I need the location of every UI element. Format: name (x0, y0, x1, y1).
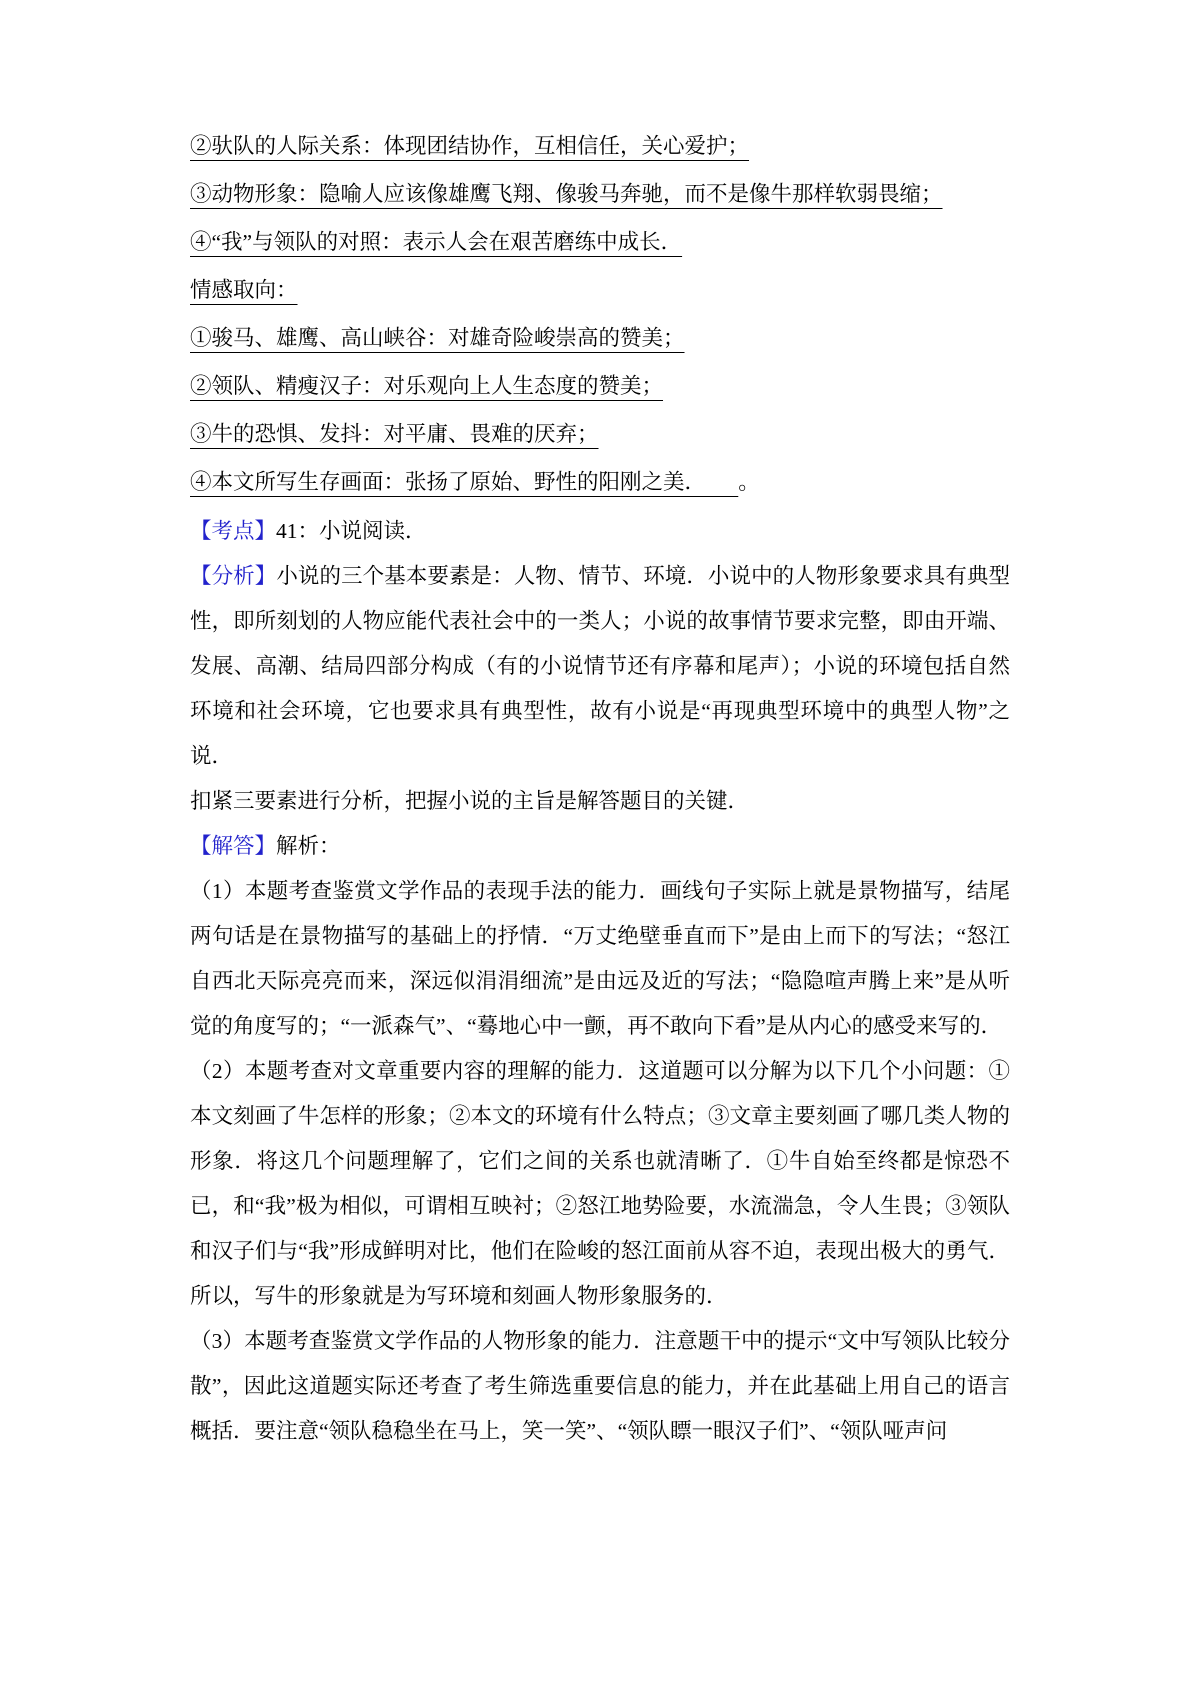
jieda-paragraph-3: （3）本题考查鉴赏文学作品的人物形象的能力．注意题干中的提示“文中写领队比较分散”，因此这道题实际还考查了考生筛选重要信息的能力，并在此基础上用自己的语言概括．要注意“领队稳稳坐在马上，笑一笑”、“领队瞟一眼汉子们”、“领队哑声问 (190, 1329, 1010, 1443)
answer-line-text: ②驮队的人际关系：体现团结协作，互相信任，关心爱护； (190, 134, 750, 158)
answer-line-1 (190, 122, 1010, 170)
answer-section (190, 122, 1010, 506)
fenxi-paragraph (190, 554, 1010, 779)
answer-line-text: ③牛的恐惧、发抖：对平庸、畏难的厌弃； (190, 422, 599, 446)
answer-line-suffix: 。 (738, 470, 760, 494)
answer-line-6 (190, 362, 1010, 410)
answer-line-3 (190, 218, 1010, 266)
fenxi-label: 【分析】 (190, 564, 277, 588)
answer-line-5 (190, 314, 1010, 362)
jieda-label: 【解答】 (190, 834, 277, 858)
jieda-paragraph-1: （1）本题考查鉴赏文学作品的表现手法的能力．画线句子实际上就是景物描写，结尾两句话是在景物描写的基础上的抒情．“万丈绝壁垂直而下”是由上而下的写法；“怒江自西北天际亮亮而来，深远似涓涓细流”是由远及近的写法；“隐隐喧声腾上来”是从听觉的角度写的；“一派森气”、“蓦地心中一颤，再不敢向下看”是从内心的感受来写的． (190, 879, 1010, 1038)
answer-line-4 (190, 266, 1010, 314)
jieda-text: 解析： (276, 834, 341, 858)
answer-line-text: ④“我”与领队的对照：表示人会在艰苦磨练中成长． (190, 230, 683, 254)
fenxi-text: 小说的三个基本要素是：人物、情节、环境．小说中的人物形象要求具有典型性，即所刻划的人物应能代表社会中的一类人；小说的故事情节要求完整，即由开端、发展、高潮、结局四部分构成（有的小说情节还有序幕和尾声）；小说的环境包括自然环境和社会环境，它也要求具有典型性，故有小说是“再现典型环境中的典型人物”之说． (190, 564, 1010, 768)
answer-line-2 (190, 170, 1010, 218)
answer-line-7 (190, 410, 1010, 458)
jieda-paragraph-2: （2）本题考查对文章重要内容的理解的能力．这道题可以分解为以下几个小问题：①本文刻画了牛怎样的形象；②本文的环境有什么特点；③文章主要刻画了哪几类人物的形象．将这几个问题理解了，它们之间的关系也就清晰了．①牛自始至终都是惊恐不已，和“我”极为相似，可谓相互映衬；②怒江地势险要，水流湍急，令人生畏；③领队和汉子们与“我”形成鲜明对比，他们在险峻的怒江面前从容不迫，表现出极大的勇气．所以，写牛的形象就是为写环境和刻画人物形象服务的． (190, 1059, 1010, 1308)
kaodian-label: 【考点】 (190, 519, 277, 543)
kaodian-line (190, 509, 1010, 554)
answer-line-text: ②领队、精瘦汉子：对乐观向上人生态度的赞美； (190, 374, 664, 398)
jieda-line (190, 824, 1010, 869)
answer-line-8 (190, 458, 1010, 506)
answer-line-text: ①骏马、雄鹰、高山峡谷：对雄奇险峻崇高的赞美； (190, 326, 685, 350)
answer-line-text: ④本文所写生存画面：张扬了原始、野性的阳刚之美． (190, 470, 739, 494)
answer-line-text: 情感取向： (190, 278, 298, 302)
answer-line-text: ③动物形象：隐喻人应该像雄鹰飞翔、像骏马奔驰，而不是像牛那样软弱畏缩； (190, 182, 943, 206)
kaodian-text: 41：小说阅读． (276, 519, 427, 543)
fenxi-note: 扣紧三要素进行分析，把握小说的主旨是解答题目的关键． (190, 789, 750, 813)
